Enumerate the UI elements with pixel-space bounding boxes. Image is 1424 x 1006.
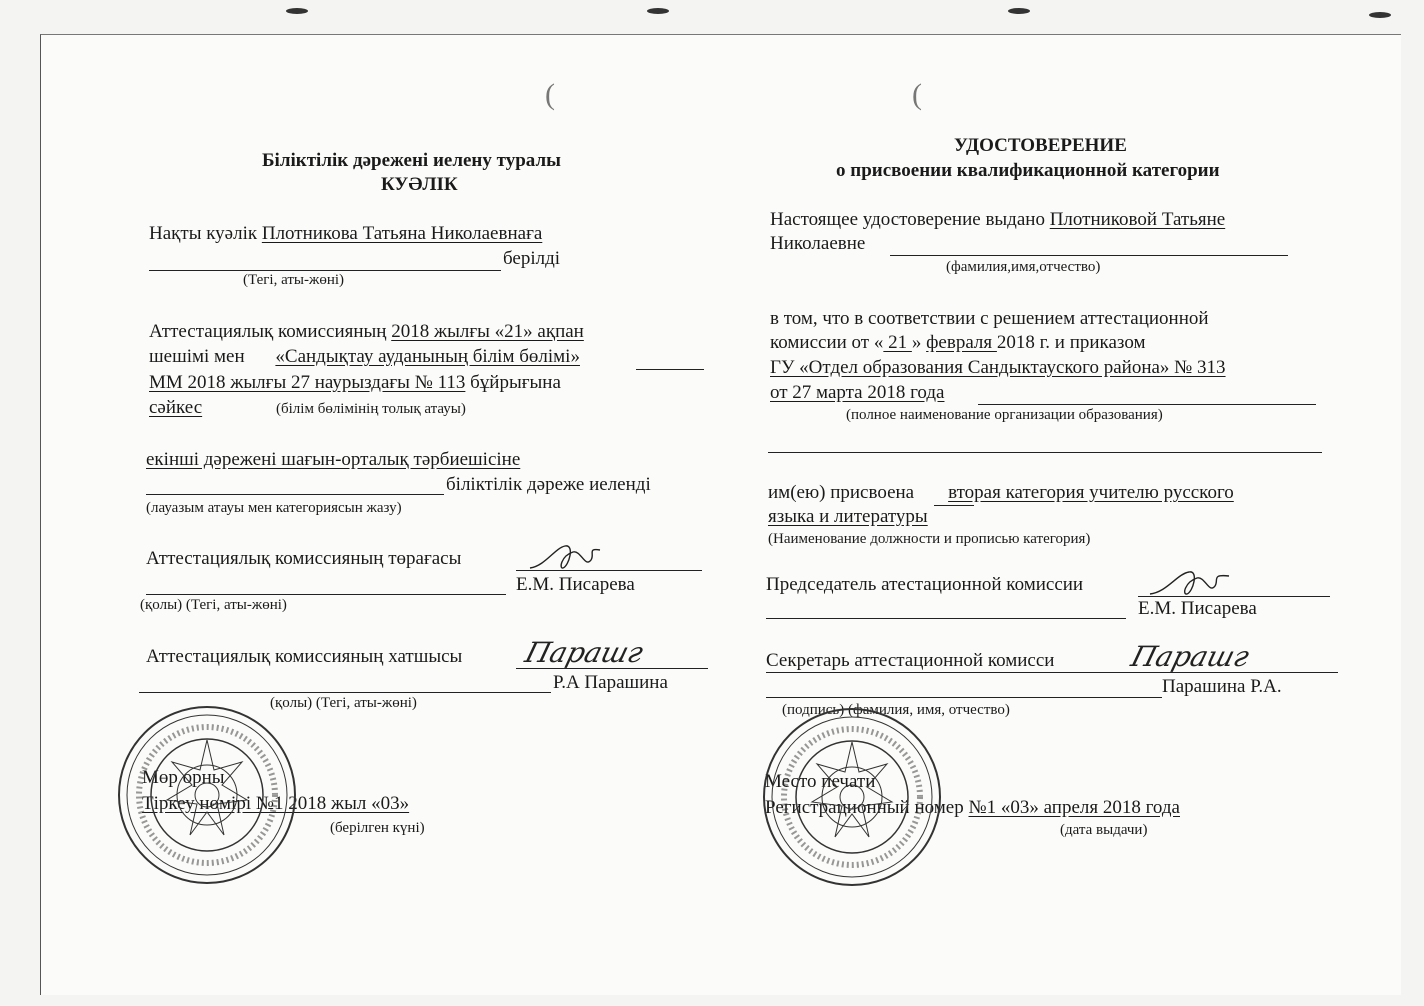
ru-name-line	[890, 255, 1288, 256]
kz-registration-hint: (берілген күні)	[330, 820, 425, 836]
kz-chair-name: Е.М. Писарева	[516, 574, 635, 595]
ru-secretary-underline	[766, 672, 1338, 673]
ru-title-line1: УДОСТОВЕРЕНИЕ	[954, 135, 1127, 156]
kz-secretary-name: Р.А Парашина	[553, 672, 668, 693]
kz-title-line1: Біліктілік дәрежені иелену туралы	[262, 150, 561, 171]
ru-issued-prefix: Настоящее удостоверение выдано	[770, 209, 1045, 230]
ru-decision-month: февраля	[926, 332, 997, 353]
kz-seal-place: Мөр орны	[142, 767, 225, 788]
ru-decision-line2	[770, 332, 1146, 354]
kz-secretary-label: Аттестациялық комиссияның хатшысы	[146, 646, 463, 667]
kz-category-line1	[146, 449, 520, 471]
ru-title-line2: о присвоении квалификационной категории	[836, 160, 1220, 181]
ru-order-org: ГУ «Отдел образования Сандыктауского района» № 313	[770, 357, 1226, 378]
ru-order-date: от 27 марта 2018 года	[770, 382, 945, 403]
fold-mark: (	[912, 78, 922, 111]
ru-chair-label: Председатель атестационной комиссии	[766, 574, 1084, 595]
kz-chair-name-line	[146, 594, 506, 595]
ru-decision-line1: в том, что в соответствии с решением аттестационной	[770, 308, 1209, 329]
kz-order: ММ 2018 жылғы 27 наурыздағы № 113	[149, 372, 466, 393]
ru-category-line2	[768, 506, 928, 528]
kz-org-name: «Сандықтау ауданының білім бөлімі»	[275, 346, 580, 367]
kz-according: сәйкес	[149, 397, 203, 418]
kz-issued-to	[149, 223, 542, 245]
ru-category-2: языка и литературы	[768, 506, 928, 527]
ru-decision-from: комиссии от «	[770, 332, 884, 353]
punch-mark	[1008, 8, 1030, 14]
ru-chair-name: Е.М. Писарева	[1138, 598, 1257, 619]
ru-registration-hint: (дата выдачи)	[1060, 822, 1148, 838]
ru-secretary-name: Парашина Р.А.	[1162, 676, 1282, 697]
ru-secretary-label: Секретарь аттестационной комисси	[766, 650, 1055, 671]
ru-chair-signature	[1145, 564, 1235, 604]
ru-decision-day: 21	[883, 332, 912, 353]
kz-category: екінші дәрежені шағын-орталық тәрбиешісіне	[146, 449, 521, 470]
fold-mark: (	[545, 78, 555, 111]
kz-given: берілді	[503, 248, 561, 269]
kz-registration-number: Тіркеу нөмірі №1 2018 жыл «03»	[142, 793, 410, 814]
kz-decision-prefix: Аттестациялық комиссияның	[149, 321, 387, 342]
kz-category-line	[146, 494, 444, 495]
ru-official-seal	[757, 702, 947, 892]
kz-secretary-name-line	[139, 692, 551, 693]
kz-category-hint: (лауазым атауы мен категориясын жазу)	[146, 500, 402, 516]
punch-mark	[647, 8, 669, 14]
kz-name-line	[149, 270, 501, 271]
kz-order-suffix: бұйрығына	[470, 372, 561, 393]
ru-decision-line3	[770, 357, 1226, 379]
ru-category-1: вторая категория учителю русского	[948, 482, 1234, 503]
kz-category-suffix: біліктілік дәреже иеленді	[446, 474, 651, 495]
ru-secretary-name-line	[766, 697, 1162, 698]
ru-secretary-signature: Парашг	[1127, 640, 1253, 673]
kz-name-hint: (Тегі, аты-жөні)	[243, 272, 345, 288]
kz-secretary-hint: (қолы) (Тегі, аты-жөні)	[270, 695, 417, 711]
kz-chair-signature	[525, 538, 605, 578]
kz-issued-prefix: Нақты куәлік	[149, 223, 258, 244]
ru-recipient-name-2: Николаевне	[770, 233, 866, 254]
ru-org-extra-line	[768, 452, 1322, 453]
kz-official-seal	[112, 700, 302, 890]
ru-decision-line4	[770, 382, 944, 404]
ru-seal-place: Место печати	[765, 771, 876, 792]
kz-decision-line3	[149, 372, 561, 394]
punch-mark	[1369, 12, 1391, 18]
ru-category-prefix: им(ею) присвоена	[768, 482, 915, 503]
ru-recipient-name-1: Плотниковой Татьяне	[1049, 209, 1226, 230]
kz-chair-hint: (қолы) (Тегі, аты-жөні)	[140, 597, 287, 613]
kz-secretary-signature: Парашг	[521, 636, 647, 669]
ru-category-line1	[768, 482, 1234, 504]
ru-category-hint: (Наименование должности и прописью категория)	[768, 531, 1091, 547]
ru-order-line	[978, 404, 1316, 405]
ru-org-hint: (полное наименование организации образования)	[846, 407, 1163, 423]
kz-decision-line4	[149, 397, 202, 419]
ru-registration-prefix: Регистрационный номер	[765, 797, 964, 818]
ru-issued-to	[770, 209, 1225, 231]
kz-decision-line2	[149, 346, 580, 368]
ru-secretary-hint: (подпись) (фамилия, имя, отчество)	[782, 702, 1010, 718]
kz-chair-label: Аттестациялық комиссияның төрағасы	[146, 548, 462, 569]
kz-decision-with: шешімі мен	[149, 346, 245, 367]
kz-org-hint: (білім бөлімінің толық атауы)	[276, 401, 466, 417]
ru-decision-quote: »	[911, 332, 922, 353]
kz-org-line	[636, 369, 704, 370]
punch-mark	[286, 8, 308, 14]
ru-registration-value: №1 «03» апреля 2018 года	[968, 797, 1180, 818]
ru-category-gap-line	[934, 505, 974, 506]
kz-decision-line1	[149, 321, 584, 343]
ru-decision-year: 2018 г. и приказом	[996, 332, 1146, 353]
ru-chair-name-line	[766, 618, 1126, 619]
ru-name-hint: (фамилия,имя,отчество)	[946, 259, 1101, 275]
kz-title-line2: КУӘЛІК	[381, 174, 458, 195]
kz-decision-date: 2018 жылғы «21» ақпан	[391, 321, 584, 342]
kz-recipient-name: Плотникова Татьяна Николаевнаға	[261, 223, 543, 244]
